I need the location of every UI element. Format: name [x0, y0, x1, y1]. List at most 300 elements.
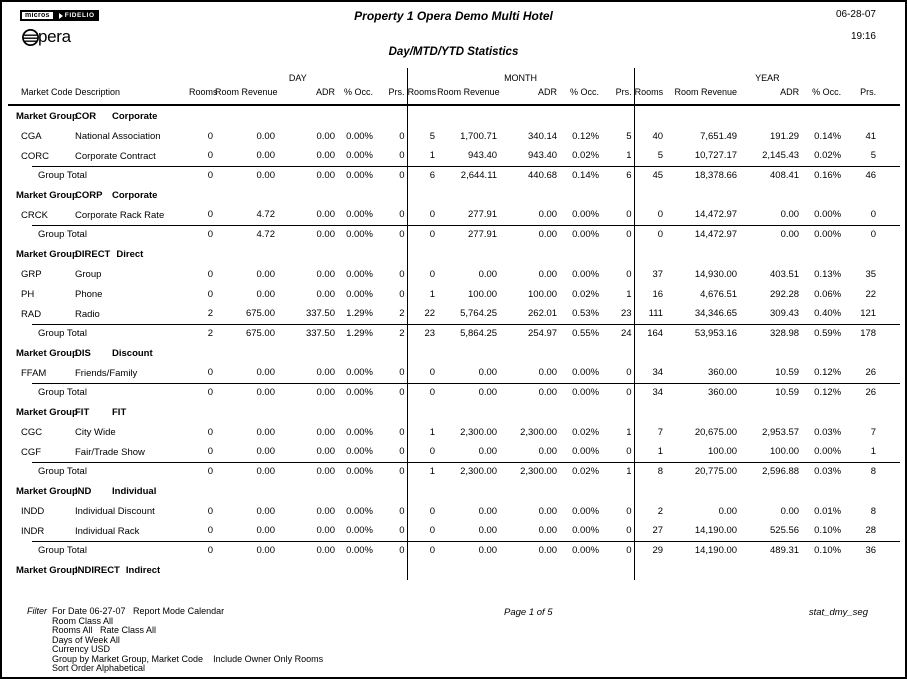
day-occ-total-cell: 0.00%	[337, 462, 375, 480]
year-rooms-total-cell: 45	[634, 166, 665, 184]
year-column-group-header: YEAR	[755, 73, 780, 83]
month-prs-total-cell: 24	[601, 324, 634, 342]
market-group-label: Market Group	[16, 348, 78, 359]
market-group-spacer	[407, 559, 634, 580]
market-code-row	[8, 363, 900, 383]
month-rooms-cell: 5	[429, 130, 436, 142]
day-prs-cell: 0	[375, 126, 407, 146]
group-total-row	[8, 324, 900, 342]
market-code-cell: CGF	[21, 446, 42, 458]
day-column-group-header: DAY	[189, 68, 407, 84]
month-occ-cell: 0.53%	[572, 308, 600, 320]
month-adr-total-cell: 440.68	[499, 166, 559, 184]
day-room-revenue-total-cell: 4.72	[215, 225, 277, 243]
market-code-cell: CGC	[21, 426, 43, 438]
year-prs-cell: 26	[865, 367, 877, 379]
month-room-revenue-cell: 100.00	[468, 288, 498, 300]
year-room-revenue-cell: 0.00	[718, 505, 738, 517]
month-occ-cell: 0.00%	[572, 268, 600, 280]
day-adr-total-cell: 0.00	[277, 541, 337, 559]
market-code-cell: RAD	[21, 308, 42, 320]
year-rooms-cell: 7	[657, 426, 664, 438]
market-code-cell: FFAM	[21, 367, 47, 379]
day-rooms-cell: 0	[207, 288, 213, 300]
year-prs-total-cell: 0	[843, 225, 900, 243]
year-adr-column-header: ADR	[739, 84, 801, 105]
property-title: Property 1 Opera Demo Multi Hotel	[354, 9, 553, 23]
year-rooms-total-cell: 34	[634, 383, 665, 401]
day-occ-cell: 0.00%	[346, 268, 373, 280]
day-room-revenue-cell: 0.00	[256, 130, 275, 142]
year-occ-cell: 0.00%	[814, 209, 842, 221]
month-occ-cell: 0.00%	[572, 505, 600, 517]
day-prs-cell: 0	[375, 205, 407, 225]
year-prs-total-cell: 178	[843, 324, 900, 342]
year-prs-cell: 0	[870, 209, 877, 221]
month-adr-cell: 0.00	[538, 209, 558, 221]
month-rooms-cell: 0	[429, 268, 436, 280]
group-total-row	[8, 383, 900, 401]
year-adr-total-cell: 10.59	[739, 383, 801, 401]
month-adr-total-cell: 2,300.00	[499, 462, 559, 480]
month-adr-cell: 0.00	[538, 525, 558, 537]
day-rooms-cell: 0	[207, 268, 213, 280]
day-room-revenue-cell: 0.00	[256, 268, 275, 280]
month-adr-cell: 0.00	[538, 367, 558, 379]
market-group-name: Corporate	[112, 190, 158, 201]
month-occ-column-header: % Occ.	[559, 84, 601, 105]
month-rooms-total-cell: 1	[407, 462, 437, 480]
description-cell: Corporate Contract	[75, 150, 156, 162]
month-prs-cell: 1	[601, 146, 634, 166]
year-prs-total-cell: 26	[843, 383, 900, 401]
year-occ-cell: 0.03%	[814, 426, 842, 438]
month-rooms-cell: 0	[429, 209, 436, 221]
day-occ-cell: 0.00%	[346, 150, 373, 162]
description-cell: Radio	[75, 308, 100, 320]
year-prs-cell: 121	[860, 308, 877, 320]
year-prs-cell: 5	[870, 150, 877, 162]
month-room-revenue-column-header: Room Revenue	[437, 84, 499, 105]
month-room-revenue-total-cell: 0.00	[437, 383, 499, 401]
month-prs-cell: 23	[601, 304, 634, 324]
day-room-revenue-cell: 0.00	[256, 446, 275, 458]
month-occ-total-cell: 0.00%	[559, 383, 601, 401]
day-occ-total-cell: 0.00%	[337, 383, 375, 401]
year-room-revenue-cell: 14,472.97	[694, 209, 738, 221]
day-prs-total-cell: 0	[375, 541, 407, 559]
year-rooms-total-cell: 8	[634, 462, 665, 480]
period-header-spacer	[8, 68, 189, 84]
day-adr-total-cell: 0.00	[277, 462, 337, 480]
month-adr-total-cell: 254.97	[499, 324, 559, 342]
month-prs-total-cell: 1	[601, 462, 634, 480]
market-code-row	[8, 521, 900, 541]
year-adr-cell: 292.28	[770, 288, 800, 300]
month-occ-cell: 0.12%	[572, 130, 600, 142]
day-occ-total-cell: 1.29%	[337, 324, 375, 342]
filter-block	[27, 607, 323, 674]
day-rooms-cell: 0	[207, 367, 213, 379]
day-occ-cell: 0.00%	[346, 209, 373, 221]
description-cell: National Association	[75, 130, 161, 142]
year-room-revenue-cell: 14,930.00	[694, 268, 738, 280]
year-prs-total-cell: 36	[843, 541, 900, 559]
year-adr-cell: 0.00	[780, 505, 800, 517]
month-occ-total-cell: 0.00%	[559, 541, 601, 559]
day-rooms-total-cell: 0	[189, 541, 215, 559]
market-group-name: Corporate	[112, 111, 158, 122]
year-rooms-cell: 34	[652, 367, 664, 379]
year-prs-cell: 22	[865, 288, 877, 300]
month-prs-cell: 0	[601, 264, 634, 284]
report-title: Day/MTD/YTD Statistics	[388, 46, 519, 58]
day-adr-cell: 0.00	[316, 446, 335, 458]
year-rooms-column-header: Rooms	[634, 84, 665, 105]
market-code-row	[8, 304, 900, 324]
day-adr-cell: 0.00	[316, 288, 335, 300]
year-adr-cell: 2,145.43	[762, 150, 800, 162]
year-prs-total-cell: 8	[843, 462, 900, 480]
year-room-revenue-cell: 34,346.65	[694, 308, 738, 320]
year-rooms-cell: 5	[657, 150, 664, 162]
day-adr-cell: 337.50	[305, 308, 335, 320]
micros-logo-text: micros	[20, 10, 55, 21]
day-room-revenue-cell: 4.72	[256, 209, 275, 221]
market-group-name: FIT	[112, 407, 127, 418]
year-rooms-cell: 0	[657, 209, 664, 221]
market-group-label: Market Group	[16, 407, 78, 418]
year-occ-cell: 0.01%	[814, 505, 842, 517]
day-adr-cell: 0.00	[316, 426, 335, 438]
day-rooms-cell: 2	[207, 308, 213, 320]
opera-logo-text: pera	[38, 27, 71, 46]
year-occ-cell: 0.12%	[814, 367, 842, 379]
description-cell: Fair/Trade Show	[75, 446, 145, 458]
day-occ-cell: 0.00%	[346, 505, 373, 517]
year-occ-cell: 0.40%	[814, 308, 842, 320]
market-group-code: DIRECT	[75, 249, 111, 260]
month-room-revenue-cell: 0.00	[478, 446, 498, 458]
group-total-row	[8, 541, 900, 559]
day-room-revenue-total-cell: 0.00	[215, 462, 277, 480]
year-room-revenue-total-cell: 53,953.16	[665, 324, 739, 342]
market-group-code: CORP	[75, 190, 103, 201]
day-rooms-cell: 0	[207, 209, 213, 221]
market-code-cell: CORC	[21, 150, 49, 162]
month-rooms-total-cell: 0	[407, 541, 437, 559]
market-group-row	[8, 184, 900, 205]
day-adr-cell: 0.00	[316, 525, 335, 537]
year-room-revenue-total-cell: 360.00	[665, 383, 739, 401]
year-room-revenue-cell: 20,675.00	[694, 426, 738, 438]
day-rooms-total-cell: 0	[189, 225, 215, 243]
group-total-label: Group Total	[8, 462, 189, 480]
year-adr-cell: 309.43	[770, 308, 800, 320]
day-prs-cell: 0	[375, 442, 407, 462]
day-occ-column-header: % Occ.	[337, 84, 375, 105]
market-group-row	[8, 105, 900, 126]
day-prs-cell: 0	[375, 146, 407, 166]
year-rooms-total-cell: 164	[634, 324, 665, 342]
year-rooms-cell: 27	[652, 525, 664, 537]
description-column-header: Description	[68, 84, 189, 105]
month-prs-cell: 0	[601, 442, 634, 462]
year-adr-cell: 10.59	[775, 367, 800, 379]
month-rooms-cell: 1	[429, 426, 436, 438]
month-room-revenue-cell: 0.00	[478, 525, 498, 537]
market-group-spacer	[634, 243, 900, 264]
market-group-spacer	[407, 401, 634, 422]
market-group-label: Market Group	[16, 249, 78, 260]
year-prs-cell: 35	[865, 268, 877, 280]
day-prs-cell: 0	[375, 264, 407, 284]
market-code-cell: PH	[21, 288, 35, 300]
year-room-revenue-total-cell: 14,190.00	[665, 541, 739, 559]
month-room-revenue-total-cell: 0.00	[437, 541, 499, 559]
market-group-detail	[68, 342, 407, 363]
year-occ-cell: 0.14%	[814, 130, 842, 142]
year-prs-cell: 1	[870, 446, 877, 458]
market-group-row	[8, 559, 900, 580]
fidelio-logo-text: FIDELIO	[55, 10, 99, 21]
month-occ-cell: 0.02%	[572, 150, 600, 162]
month-prs-cell: 0	[601, 205, 634, 225]
description-cell: Group	[75, 268, 102, 280]
year-prs-cell: 28	[865, 525, 877, 537]
day-occ-cell: 0.00%	[346, 367, 373, 379]
month-prs-column-header: Prs.	[601, 84, 634, 105]
month-adr-cell: 340.14	[528, 130, 558, 142]
market-group-code: IND	[75, 486, 92, 497]
month-rooms-cell: 0	[429, 525, 436, 537]
market-code-row	[8, 284, 900, 304]
market-group-detail	[68, 184, 407, 205]
month-rooms-cell: 1	[429, 150, 436, 162]
year-occ-total-cell: 0.10%	[801, 541, 843, 559]
year-rooms-cell: 37	[652, 268, 664, 280]
year-room-revenue-cell: 100.00	[708, 446, 738, 458]
opera-logo	[21, 27, 71, 47]
day-prs-total-cell: 0	[375, 462, 407, 480]
month-rooms-total-cell: 6	[407, 166, 437, 184]
market-group-code: COR	[75, 111, 97, 122]
year-occ-cell: 0.13%	[814, 268, 842, 280]
year-occ-cell: 0.06%	[814, 288, 842, 300]
month-prs-cell: 0	[601, 501, 634, 521]
day-adr-cell: 0.00	[316, 268, 335, 280]
month-prs-total-cell: 0	[601, 383, 634, 401]
month-rooms-total-cell: 0	[407, 225, 437, 243]
year-adr-total-cell: 489.31	[739, 541, 801, 559]
year-rooms-total-cell: 0	[634, 225, 665, 243]
month-room-revenue-total-cell: 277.91	[437, 225, 499, 243]
year-adr-total-cell: 408.41	[739, 166, 801, 184]
day-room-revenue-cell: 0.00	[256, 367, 275, 379]
day-adr-cell: 0.00	[316, 209, 335, 221]
market-group-label: Market Group	[16, 190, 78, 201]
market-group-code: FIT	[75, 407, 90, 418]
market-code-cell: GRP	[21, 268, 42, 280]
month-adr-cell: 943.40	[528, 150, 558, 162]
day-rooms-total-cell: 0	[189, 166, 215, 184]
month-adr-cell: 100.00	[528, 288, 558, 300]
year-room-revenue-total-cell: 20,775.00	[665, 462, 739, 480]
day-rooms-column-header: Rooms	[189, 84, 215, 105]
market-code-cell: CRCK	[21, 209, 48, 221]
day-adr-cell: 0.00	[316, 130, 335, 142]
year-room-revenue-cell: 4,676.51	[700, 288, 738, 300]
day-rooms-total-cell: 2	[189, 324, 215, 342]
day-occ-cell: 1.29%	[346, 308, 373, 320]
year-occ-cell: 0.00%	[814, 446, 842, 458]
market-group-name: Discount	[112, 348, 153, 359]
month-adr-cell: 2,300.00	[520, 426, 558, 438]
month-room-revenue-cell: 943.40	[468, 150, 498, 162]
market-group-detail	[68, 559, 407, 580]
day-prs-column-header: Prs.	[375, 84, 407, 105]
market-group-detail	[68, 243, 407, 264]
day-prs-cell: 0	[375, 501, 407, 521]
day-room-revenue-cell: 0.00	[256, 288, 275, 300]
month-rooms-column-header: Rooms	[407, 84, 437, 105]
metric-header-row	[8, 84, 900, 105]
market-group-spacer	[407, 105, 634, 126]
market-group-label: Market Group	[16, 565, 78, 576]
market-group-label: Market Group	[16, 111, 78, 122]
market-group-spacer	[634, 480, 900, 501]
day-rooms-cell: 0	[207, 426, 213, 438]
day-prs-total-cell: 0	[375, 225, 407, 243]
month-rooms-cell: 22	[424, 308, 436, 320]
month-adr-cell: 0.00	[538, 505, 558, 517]
day-prs-cell: 0	[375, 363, 407, 383]
month-prs-total-cell: 6	[601, 166, 634, 184]
filter-line: Room Class All	[52, 615, 114, 626]
month-occ-cell: 0.00%	[572, 446, 600, 458]
year-rooms-cell: 111	[648, 308, 664, 320]
filter-line: Sort Order Alphabetical	[52, 663, 146, 673]
month-room-revenue-cell: 1,700.71	[460, 130, 498, 142]
year-prs-total-cell: 46	[843, 166, 900, 184]
day-adr-column-header: ADR	[277, 84, 337, 105]
year-rooms-cell: 2	[657, 505, 664, 517]
day-adr-cell: 0.00	[316, 367, 335, 379]
market-group-spacer	[407, 342, 634, 363]
day-room-revenue-cell: 0.00	[256, 150, 275, 162]
month-room-revenue-cell: 0.00	[478, 268, 498, 280]
day-adr-total-cell: 337.50	[277, 324, 337, 342]
year-adr-cell: 403.51	[770, 268, 800, 280]
month-prs-cell: 0	[601, 363, 634, 383]
day-prs-cell: 2	[375, 304, 407, 324]
month-occ-cell: 0.00%	[572, 209, 600, 221]
market-group-name: Indirect	[125, 565, 161, 576]
month-room-revenue-cell: 2,300.00	[460, 426, 498, 438]
description-cell: City Wide	[75, 426, 116, 438]
year-prs-column-header: Prs.	[843, 84, 900, 105]
market-group-spacer	[634, 184, 900, 205]
day-room-revenue-cell: 0.00	[256, 505, 275, 517]
description-cell: Phone	[75, 288, 103, 300]
month-prs-total-cell: 0	[601, 541, 634, 559]
day-room-revenue-cell: 0.00	[256, 525, 275, 537]
month-occ-cell: 0.00%	[572, 367, 600, 379]
day-occ-cell: 0.00%	[346, 130, 373, 142]
year-adr-cell: 0.00	[780, 209, 800, 221]
description-cell: Corporate Rack Rate	[75, 209, 165, 221]
period-header-row	[8, 68, 900, 84]
year-adr-cell: 191.29	[770, 130, 800, 142]
market-group-row	[8, 480, 900, 501]
market-group-row	[8, 243, 900, 264]
day-prs-total-cell: 2	[375, 324, 407, 342]
month-room-revenue-cell: 0.00	[478, 367, 498, 379]
month-room-revenue-cell: 5,764.25	[460, 308, 498, 320]
report-code: stat_dmy_seg	[808, 607, 868, 618]
year-adr-cell: 100.00	[770, 446, 800, 458]
day-room-revenue-column-header: Room Revenue	[215, 84, 277, 105]
page-indicator: Page 1 of 5	[504, 607, 553, 618]
month-room-revenue-cell: 277.91	[468, 209, 498, 221]
description-cell: Individual Discount	[75, 505, 155, 517]
year-room-revenue-cell: 360.00	[708, 367, 738, 379]
year-room-revenue-total-cell: 14,472.97	[665, 225, 739, 243]
month-occ-cell: 0.02%	[572, 288, 600, 300]
day-prs-cell: 0	[375, 521, 407, 541]
day-room-revenue-total-cell: 0.00	[215, 541, 277, 559]
day-occ-cell: 0.00%	[346, 446, 373, 458]
month-prs-cell: 1	[601, 422, 634, 442]
day-room-revenue-cell: 0.00	[256, 426, 275, 438]
group-total-label: Group Total	[8, 166, 189, 184]
year-room-revenue-cell: 14,190.00	[694, 525, 738, 537]
year-room-revenue-cell: 7,651.49	[700, 130, 738, 142]
group-total-row	[8, 166, 900, 184]
year-occ-total-cell: 0.16%	[801, 166, 843, 184]
month-adr-cell: 0.00	[538, 446, 558, 458]
day-rooms-total-cell: 0	[189, 383, 215, 401]
filter-line: Days of Week All	[52, 634, 120, 645]
day-prs-cell: 0	[375, 284, 407, 304]
filter-label: Filter	[27, 606, 47, 616]
filter-line: Currency USD	[52, 644, 111, 654]
month-adr-cell: 262.01	[528, 308, 558, 320]
year-prs-cell: 8	[870, 505, 877, 517]
market-group-spacer	[634, 401, 900, 422]
filter-line: For Date 06-27-07 Report Mode Calendar	[52, 606, 225, 616]
year-rooms-cell: 1	[657, 446, 664, 458]
description-cell: Individual Rack	[75, 525, 140, 537]
month-prs-total-cell: 0	[601, 225, 634, 243]
year-room-revenue-column-header: Room Revenue	[665, 84, 739, 105]
day-occ-cell: 0.00%	[346, 288, 373, 300]
year-adr-cell: 525.56	[770, 525, 800, 537]
day-rooms-cell: 0	[207, 130, 213, 142]
market-group-spacer	[407, 243, 634, 264]
year-prs-cell: 7	[870, 426, 877, 438]
market-code-row	[8, 422, 900, 442]
market-code-row	[8, 442, 900, 462]
month-occ-total-cell: 0.00%	[559, 225, 601, 243]
day-room-revenue-total-cell: 675.00	[215, 324, 277, 342]
group-total-row	[8, 225, 900, 243]
year-prs-cell: 41	[865, 130, 877, 142]
day-rooms-total-cell: 0	[189, 462, 215, 480]
year-adr-cell: 2,953.57	[762, 426, 800, 438]
market-group-spacer	[634, 105, 900, 126]
day-rooms-cell: 0	[207, 525, 213, 537]
